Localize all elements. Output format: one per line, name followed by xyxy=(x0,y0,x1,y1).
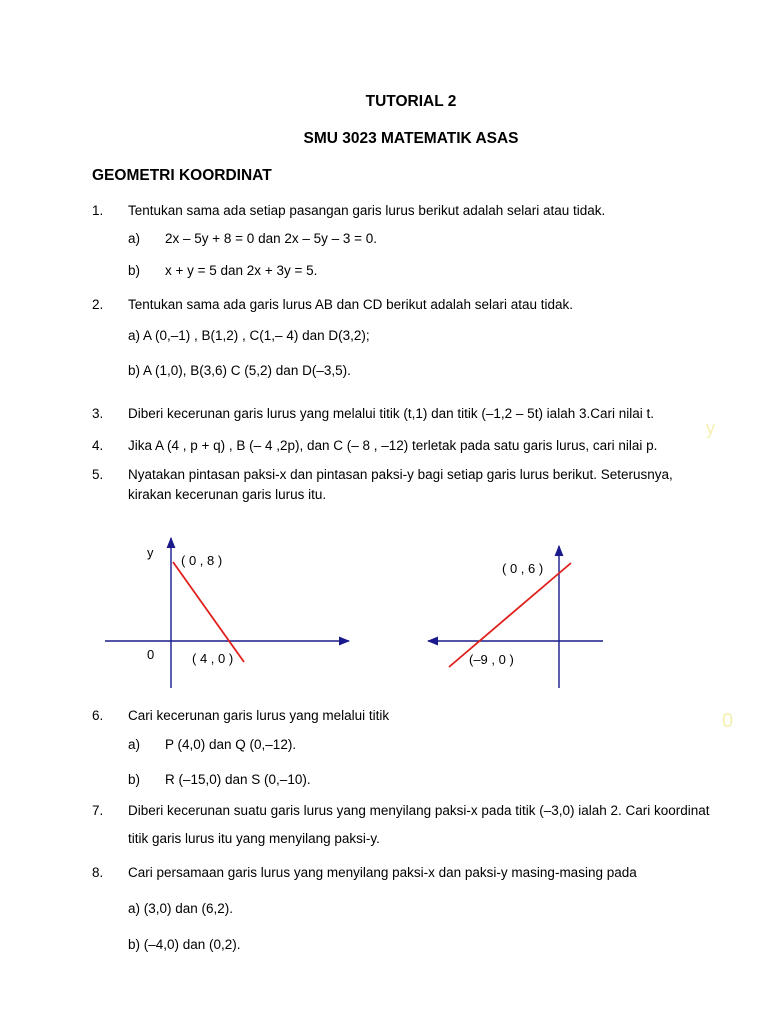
graph-1-y-intercept-label: ( 0 , 8 ) xyxy=(181,553,223,568)
question-7-line-2: titik garis lurus itu yang menyilang paksi-y. xyxy=(128,831,380,846)
question-1-text: Tentukan sama ada setiap pasangan garis lurus berikut adalah selari atau tidak. xyxy=(128,203,606,218)
q8-b-text: b) (–4,0) dan (0,2). xyxy=(128,937,241,952)
graph-1-line xyxy=(173,562,244,662)
question-6-text: Cari kecerunan garis lurus yang melalui titik xyxy=(128,708,390,723)
graph-1-x-intercept-label: ( 4 , 0 ) xyxy=(192,651,234,666)
question-number-4: 4. xyxy=(92,438,104,453)
question-3-text: Diberi kecerunan garis lurus yang melalui titik (t,1) dan titik (–1,2 – 5t) ialah 3.Cari nilai t. xyxy=(128,406,654,421)
question-number-2: 2. xyxy=(92,297,104,312)
question-number-6: 6. xyxy=(92,708,104,723)
section-title: GEOMETRI KOORDINAT xyxy=(92,167,272,184)
q6-b-label: b) xyxy=(128,772,141,787)
ghost-y-mark: y xyxy=(706,418,715,438)
graph-1-y-label: y xyxy=(147,545,154,560)
tutorial-title: TUTORIAL 2 xyxy=(365,93,457,110)
q6-a-label: a) xyxy=(128,737,141,752)
q8-a-text: a) (3,0) dan (6,2). xyxy=(128,901,234,916)
q6-b-text: R (–15,0) dan S (0,–10). xyxy=(165,772,311,787)
graph-2 xyxy=(428,546,603,688)
question-8-text: Cari persamaan garis lurus yang menyilang paksi-x dan paksi-y masing-masing pada xyxy=(128,865,637,880)
question-number-1: 1. xyxy=(92,203,104,218)
q2-b-text: b) A (1,0), B(3,6) C (5,2) dan D(–3,5). xyxy=(128,363,351,378)
question-5-line-1: Nyatakan pintasan paksi-x dan pintasan paksi-y bagi setiap garis lurus berikut. Seterusnya, xyxy=(128,467,673,482)
q1-b-label: b) xyxy=(128,263,141,278)
q1-b-text: x + y = 5 dan 2x + 3y = 5. xyxy=(165,263,318,278)
q1-a-label: a) xyxy=(128,231,141,246)
course-title: SMU 3023 MATEMATIK ASAS xyxy=(303,130,519,147)
graph-1-origin-label: 0 xyxy=(147,647,155,662)
question-number-3: 3. xyxy=(92,406,104,421)
q1-a-text: 2x – 5y + 8 = 0 dan 2x – 5y – 3 = 0. xyxy=(165,231,378,246)
question-7-line-1: Diberi kecerunan suatu garis lurus yang menyilang paksi-x pada titik (–3,0) ialah 2. Cari koordinat xyxy=(128,803,710,818)
graph-2-y-intercept-label: ( 0 , 6 ) xyxy=(502,561,544,576)
graph-2-x-intercept-label: (–9 , 0 ) xyxy=(469,652,514,667)
q2-a-text: a) A (0,–1) , B(1,2) , C(1,– 4) dan D(3,2); xyxy=(128,328,370,343)
question-number-8: 8. xyxy=(92,865,104,880)
question-4-text: Jika A (4 , p + q) , B (– 4 ,2p), dan C (– 8 , –12) terletak pada satu garis lurus, cari nilai p. xyxy=(128,438,658,453)
ghost-zero-mark: 0 xyxy=(722,710,734,732)
graph-1 xyxy=(105,538,349,688)
question-number-7: 7. xyxy=(92,803,104,818)
question-number-5: 5. xyxy=(92,467,104,482)
question-5-line-2: kirakan kecerunan garis lurus itu. xyxy=(128,487,327,502)
question-2-text: Tentukan sama ada garis lurus AB dan CD berikut adalah selari atau tidak. xyxy=(128,297,574,312)
q6-a-text: P (4,0) dan Q (0,–12). xyxy=(165,737,297,752)
